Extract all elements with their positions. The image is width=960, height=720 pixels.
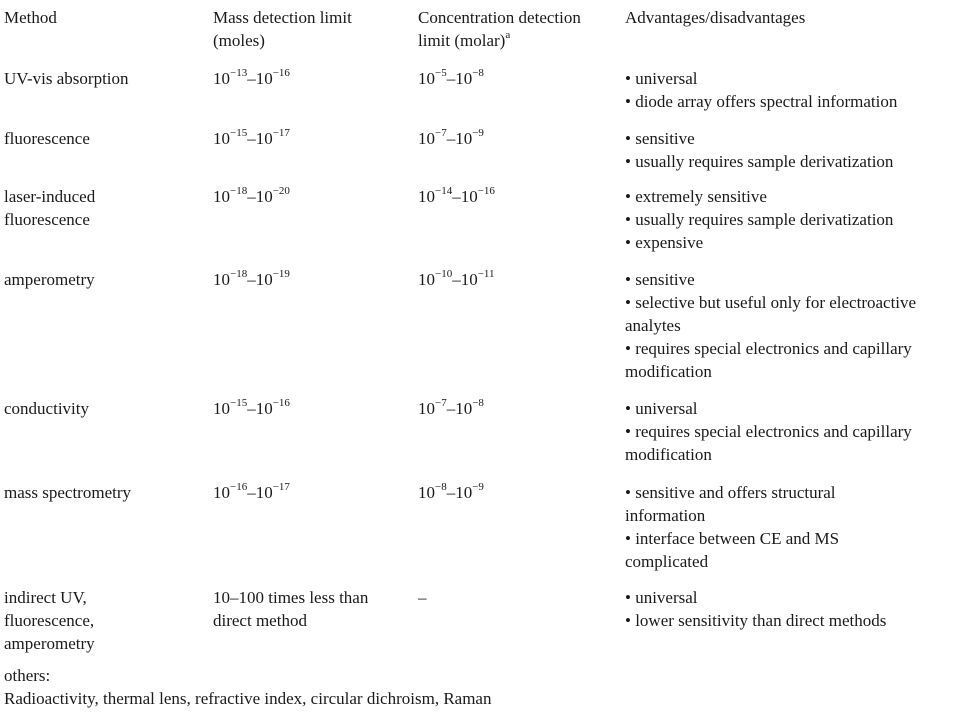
exponent: −16 bbox=[477, 185, 495, 198]
advantage-item: • universal bbox=[625, 399, 698, 418]
row-conc-limit bbox=[418, 397, 618, 420]
range-dash: – bbox=[247, 69, 256, 88]
method-name: UV-vis absorption bbox=[4, 69, 129, 88]
exponent: −18 bbox=[230, 185, 248, 198]
range-dash: – bbox=[452, 187, 461, 206]
range-dash: – bbox=[452, 270, 461, 289]
exponent: −15 bbox=[230, 397, 248, 410]
advantage-item: • selective but useful only for electroactive bbox=[625, 293, 917, 312]
exponent: −8 bbox=[435, 481, 447, 494]
row-mass-limit bbox=[213, 185, 413, 208]
advantage-item: • sensitive bbox=[625, 129, 695, 148]
exponent: −20 bbox=[272, 185, 290, 198]
row-mass-limit bbox=[213, 397, 413, 420]
row-conc-limit bbox=[418, 185, 618, 208]
base: 10 bbox=[455, 399, 473, 418]
range-dash: – bbox=[247, 270, 256, 289]
row-mass-limit bbox=[213, 481, 413, 504]
exponent: −10 bbox=[435, 268, 453, 281]
row-method bbox=[4, 127, 204, 150]
advantage-item: • usually requires sample derivatization bbox=[625, 152, 894, 171]
exponent: −5 bbox=[435, 67, 447, 80]
advantage-item: • usually requires sample derivatization bbox=[625, 210, 894, 229]
header-mass-line: Mass detection limit bbox=[213, 8, 352, 27]
header-adv-text: Advantages/disadvantages bbox=[625, 8, 806, 27]
exponent: −19 bbox=[272, 268, 290, 281]
advantage-item: • sensitive bbox=[625, 270, 695, 289]
row-conc-limit bbox=[418, 586, 618, 609]
row-conc-limit bbox=[418, 268, 618, 291]
row-conc-limit bbox=[418, 127, 618, 150]
range-dash: – bbox=[446, 399, 456, 418]
others-text: Radioactivity, thermal lens, refractive index, circular dichroism, Raman bbox=[4, 689, 492, 708]
row-advantages bbox=[625, 481, 960, 573]
advantage-item: • expensive bbox=[625, 233, 704, 252]
advantage-item: • requires special electronics and capillary bbox=[625, 422, 912, 441]
header-conc-line: Concentration detection bbox=[418, 8, 581, 27]
row-method bbox=[4, 481, 204, 504]
range-dash: – bbox=[446, 483, 456, 502]
method-name: amperometry bbox=[4, 634, 95, 653]
advantage-item: information bbox=[625, 506, 706, 525]
exponent: −9 bbox=[472, 481, 484, 494]
base: 10 bbox=[255, 483, 273, 502]
row-advantages bbox=[625, 185, 960, 254]
row-method bbox=[4, 185, 204, 231]
exponent: −7 bbox=[435, 127, 447, 140]
base: 10 bbox=[213, 399, 230, 418]
method-name: fluorescence, bbox=[4, 611, 95, 630]
method-name: mass spectrometry bbox=[4, 483, 131, 502]
exponent: −16 bbox=[230, 481, 248, 494]
header-conc-line: limit (molar) bbox=[418, 31, 506, 50]
header-concentration-limit bbox=[418, 6, 618, 52]
method-name: fluorescence bbox=[4, 129, 90, 148]
method-name: fluorescence bbox=[4, 210, 90, 229]
base: 10 bbox=[418, 187, 435, 206]
method-name: laser-induced bbox=[4, 187, 96, 206]
row-mass-limit bbox=[213, 127, 413, 150]
base: 10 bbox=[255, 69, 273, 88]
range-dash: – bbox=[247, 399, 256, 418]
header-advantages bbox=[625, 6, 960, 29]
header-method-text: Method bbox=[4, 8, 57, 27]
advantage-item: modification bbox=[625, 362, 712, 381]
exponent: −18 bbox=[230, 268, 248, 281]
mass-limit-text: 10–100 times less than bbox=[213, 588, 369, 607]
advantage-item: analytes bbox=[625, 316, 681, 335]
base: 10 bbox=[460, 187, 478, 206]
base: 10 bbox=[455, 69, 473, 88]
row-mass-limit bbox=[213, 268, 413, 291]
base: 10 bbox=[255, 187, 273, 206]
exponent: −16 bbox=[272, 397, 290, 410]
advantage-item: • requires special electronics and capillary bbox=[625, 339, 912, 358]
advantage-item: • diode array offers spectral information bbox=[625, 92, 898, 111]
range-dash: – bbox=[446, 129, 456, 148]
row-advantages bbox=[625, 67, 960, 113]
row-method bbox=[4, 586, 204, 655]
base: 10 bbox=[213, 129, 230, 148]
base: 10 bbox=[418, 399, 435, 418]
advantage-item: • universal bbox=[625, 588, 698, 607]
base: 10 bbox=[418, 483, 435, 502]
exponent: −13 bbox=[230, 67, 248, 80]
advantage-item: • sensitive and offers structural bbox=[625, 483, 836, 502]
base: 10 bbox=[255, 399, 273, 418]
row-mass-limit bbox=[213, 586, 413, 632]
base: 10 bbox=[255, 129, 273, 148]
method-name: conductivity bbox=[4, 399, 89, 418]
advantage-item: complicated bbox=[625, 552, 709, 571]
row-method bbox=[4, 268, 204, 291]
row-conc-limit bbox=[418, 67, 618, 90]
exponent: −15 bbox=[230, 127, 248, 140]
advantage-item: • interface between CE and MS bbox=[625, 529, 840, 548]
method-name: indirect UV, bbox=[4, 588, 87, 607]
base: 10 bbox=[455, 483, 473, 502]
base: 10 bbox=[418, 69, 435, 88]
row-advantages bbox=[625, 397, 960, 466]
advantage-item: • extremely sensitive bbox=[625, 187, 767, 206]
others-label: others: bbox=[4, 666, 51, 685]
exponent: −9 bbox=[472, 127, 484, 140]
advantage-item: modification bbox=[625, 445, 712, 464]
row-method bbox=[4, 397, 204, 420]
other-methods-note bbox=[4, 664, 491, 710]
range-dash: – bbox=[247, 483, 256, 502]
mass-limit-text: direct method bbox=[213, 611, 307, 630]
footnote-marker: a bbox=[505, 29, 511, 42]
base: 10 bbox=[418, 270, 435, 289]
exponent: −11 bbox=[477, 268, 495, 281]
exponent: −8 bbox=[472, 397, 484, 410]
row-advantages bbox=[625, 127, 960, 173]
conc-limit-text: – bbox=[418, 588, 427, 607]
range-dash: – bbox=[247, 129, 256, 148]
row-method bbox=[4, 67, 204, 90]
base: 10 bbox=[213, 483, 230, 502]
exponent: −17 bbox=[272, 127, 290, 140]
advantage-item: • lower sensitivity than direct methods bbox=[625, 611, 887, 630]
header-mass-line: (moles) bbox=[213, 31, 265, 50]
base: 10 bbox=[460, 270, 478, 289]
row-advantages bbox=[625, 586, 960, 632]
exponent: −14 bbox=[435, 185, 453, 198]
advantage-item: • universal bbox=[625, 69, 698, 88]
exponent: −17 bbox=[272, 481, 290, 494]
method-name: amperometry bbox=[4, 270, 95, 289]
row-mass-limit bbox=[213, 67, 413, 90]
base: 10 bbox=[213, 69, 230, 88]
exponent: −8 bbox=[472, 67, 484, 80]
row-conc-limit bbox=[418, 481, 618, 504]
range-dash: – bbox=[446, 69, 456, 88]
base: 10 bbox=[255, 270, 273, 289]
row-advantages bbox=[625, 268, 960, 383]
base: 10 bbox=[213, 270, 230, 289]
header-method bbox=[4, 6, 204, 29]
base: 10 bbox=[455, 129, 473, 148]
header-mass-limit bbox=[213, 6, 413, 52]
base: 10 bbox=[213, 187, 230, 206]
exponent: −7 bbox=[435, 397, 447, 410]
exponent: −16 bbox=[272, 67, 290, 80]
range-dash: – bbox=[247, 187, 256, 206]
base: 10 bbox=[418, 129, 435, 148]
